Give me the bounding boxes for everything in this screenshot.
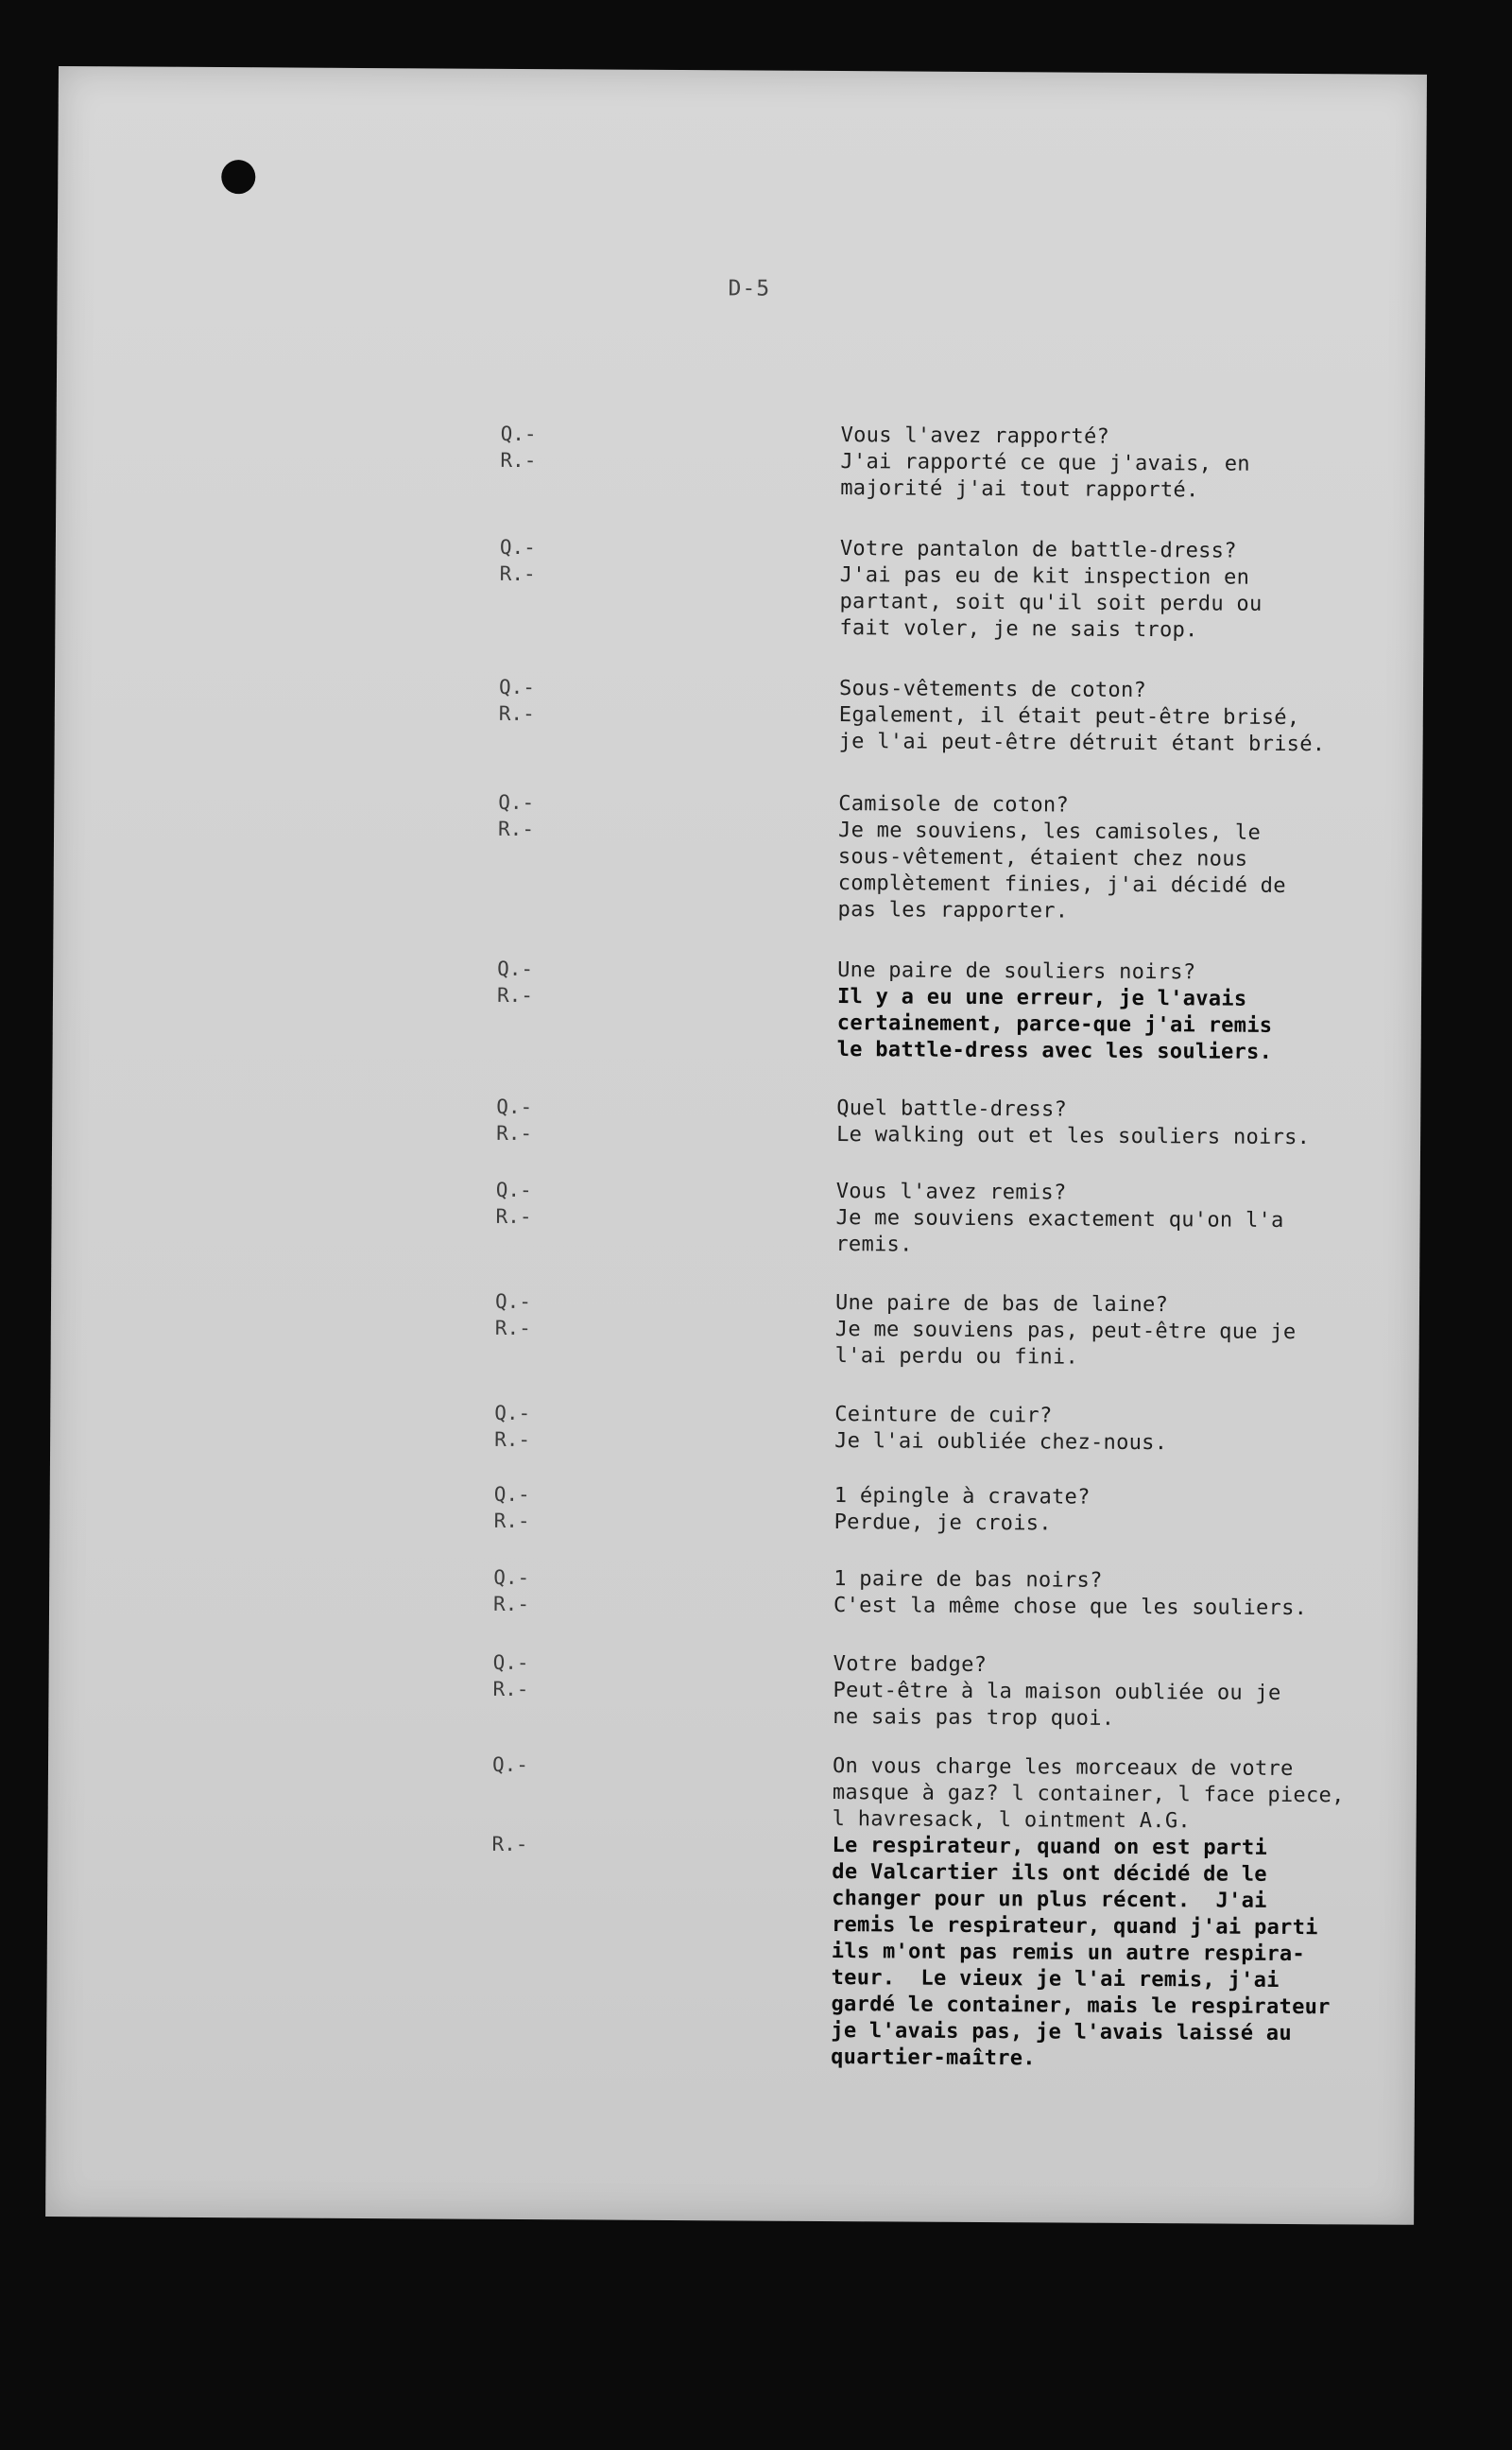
answer-text: Le respirateur, quand on est parti de Valcartier ils ont décidé de le changer pour un plus récent. J'ai remis le respirateur, quand j'ai parti ils m'ont pas remis un autre respira- teur. Le vieux je l'ai remis, j'ai gardé le container, mais le respirateur je l'avais pas, je l'avais laissé au quartier-maître. <box>831 1834 1331 2071</box>
answer-label: R.- <box>492 1592 530 1616</box>
question-text: Votre badge? <box>833 1652 988 1678</box>
answer-text: Il y a eu une erreur, je l'avais certainement, parce-que j'ai remis le battle-dress avec les souliers. <box>836 985 1273 1064</box>
answer-text: Perdue, je crois. <box>833 1510 1052 1536</box>
question-text: 1 paire de bas noirs? <box>833 1567 1103 1593</box>
answer-text: Je l'ai oubliée chez-nous. <box>834 1429 1168 1456</box>
question-label: Q.- <box>498 790 535 815</box>
question-text: Camisole de coton? <box>838 792 1070 818</box>
answer-label: R.- <box>496 1121 533 1146</box>
answer-label: R.- <box>491 1832 528 1856</box>
answer-label: R.- <box>493 1509 530 1533</box>
question-label: Q.- <box>497 957 534 981</box>
answer-label: R.- <box>495 1204 532 1229</box>
qa-entry <box>52 1174 1420 1257</box>
answer-text: Egalement, il était peut-être brisé, je l'ai peut-être détruit étant brisé. <box>838 703 1326 757</box>
answer-text: Je me souviens pas, peut-être que je l'ai perdu ou fini. <box>834 1318 1297 1370</box>
question-label: Q.- <box>491 1752 529 1777</box>
qa-entry <box>49 1647 1418 1731</box>
answer-text: C'est la même chose que les souliers. <box>833 1594 1308 1621</box>
question-label: Q.- <box>493 1482 530 1507</box>
answer-text: J'ai rapporté ce que j'avais, en majorité j'ai tout rapporté. <box>840 450 1250 503</box>
qa-entry <box>50 1397 1418 1456</box>
question-label: Q.- <box>492 1650 529 1675</box>
question-label: Q.- <box>499 535 536 560</box>
answer-label: R.- <box>500 448 537 473</box>
qa-entry <box>48 1749 1417 2071</box>
question-text: Sous-vêtements de coton? <box>838 677 1147 703</box>
document-page <box>45 66 1427 2225</box>
answer-text: Peut-être à la maison oubliée ou je ne sais pas trop quoi. <box>833 1679 1281 1731</box>
answer-label: R.- <box>496 983 534 1008</box>
question-text: Une paire de bas de laine? <box>834 1291 1169 1318</box>
page-number: D-5 <box>728 276 771 302</box>
answer-label: R.- <box>498 817 535 841</box>
question-label: Q.- <box>495 1178 532 1202</box>
question-label: Q.- <box>493 1565 530 1590</box>
question-label: Q.- <box>494 1401 531 1425</box>
answer-text: Le walking out et les souliers noirs. <box>836 1123 1311 1150</box>
qa-entry <box>54 786 1422 923</box>
qa-entry <box>49 1561 1418 1621</box>
question-label: Q.- <box>496 1095 533 1119</box>
qa-entry <box>55 671 1423 757</box>
qa-entry <box>53 953 1421 1064</box>
qa-entry <box>57 418 1425 503</box>
question-text: Quel battle-dress? <box>836 1096 1068 1122</box>
answer-label: R.- <box>494 1427 531 1452</box>
answer-text: J'ai pas eu de kit inspection en partant, soit qu'il soit perdu ou fait voler, je ne sais trop. <box>839 563 1263 643</box>
answer-label: R.- <box>494 1316 531 1340</box>
question-label: Q.- <box>500 422 537 446</box>
answer-text: Je me souviens, les camisoles, le sous-vêtement, étaient chez nous complètement finies, j'ai décidé de pas les rapporter. <box>837 819 1286 923</box>
qa-entry <box>56 531 1424 643</box>
question-text: Votre pantalon de battle-dress? <box>839 537 1237 563</box>
punch-hole <box>221 160 255 194</box>
question-text: Vous l'avez rapporté? <box>840 423 1110 449</box>
question-text: Ceinture de cuir? <box>834 1403 1053 1428</box>
question-text: 1 épingle à cravate? <box>833 1484 1091 1510</box>
question-label: Q.- <box>494 1289 532 1314</box>
question-text: Une paire de souliers noirs? <box>837 958 1196 985</box>
answer-label: R.- <box>499 561 536 586</box>
qa-entry <box>52 1091 1420 1150</box>
qa-entry <box>50 1478 1418 1536</box>
qa-entry <box>51 1285 1419 1370</box>
question-label: Q.- <box>498 675 536 699</box>
question-text: On vous charge les morceaux de votre masque à gaz? l container, l face piece, l havresack, l ointment A.G. <box>832 1754 1345 1834</box>
answer-text: Je me souviens exactement qu'on l'a remis. <box>835 1206 1284 1257</box>
answer-label: R.- <box>492 1677 529 1701</box>
answer-label: R.- <box>498 701 535 726</box>
question-text: Vous l'avez remis? <box>835 1180 1067 1205</box>
